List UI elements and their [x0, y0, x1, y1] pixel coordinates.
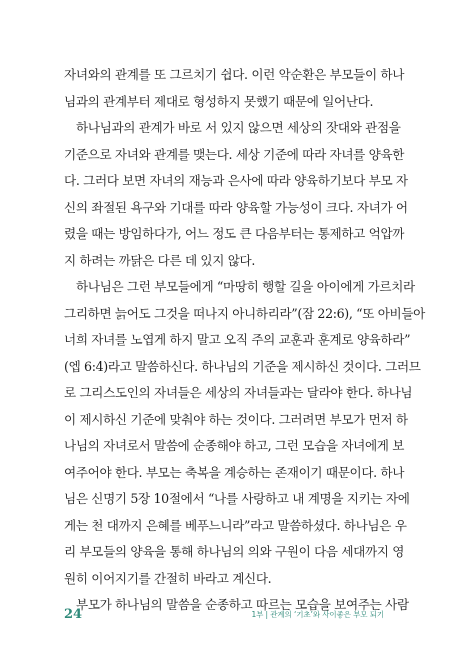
body-line: 님은 신명기 5장 10절에서 “나를 사랑하고 내 계명을 지키는 자에 — [64, 491, 410, 506]
body-line: 기준으로 자녀와 관계를 맺는다. 세상 기준에 따라 자녀를 양육한 — [64, 146, 405, 162]
body-line: 이 제시하신 기준에 맞춰야 하는 것이다. 그러려면 부모가 먼저 하 — [64, 411, 408, 427]
body-line: (엡 6:4)라고 말씀하신다. 하나님의 기준을 제시하신 것이다. 그러므 — [64, 358, 421, 374]
running-head: 1부 | 관계의 ‘기초’와 사이좋은 부모 되기 — [251, 609, 384, 619]
body-line: 리 부모들의 양육을 통해 하나님의 의와 구원이 다음 세대까지 영 — [64, 544, 405, 559]
body-line: 다. 그러다 보면 자녀의 재능과 은사에 따라 양육하기보다 부모 자 — [64, 173, 408, 188]
body-line: 너희 자녀를 노엽게 하지 말고 오직 주의 교훈과 훈계로 양육하라” — [64, 332, 411, 347]
body-line: 그리하면 늙어도 그것을 떠나지 아니하리라”(잠 22:6), “또 아비들아 — [64, 305, 425, 321]
body-line: 여주어야 한다. 부모는 축복을 계승하는 존재이기 때문이다. 하나 — [64, 464, 405, 480]
page-footer — [64, 604, 384, 624]
body-line: 렸을 때는 방임하다가, 어느 정도 큰 다음부터는 통제하고 억압까 — [64, 226, 405, 241]
page-number: 24 — [64, 606, 83, 622]
body-line: 원히 이어지기를 간절히 바라고 계신다. — [64, 570, 272, 586]
body-line: 신의 좌절된 욕구와 기대를 따라 양육할 가능성이 크다. 자녀가 어 — [64, 199, 408, 215]
body-line: 나님의 자녀로서 말씀에 순종해야 하고, 그런 모습을 자녀에게 보 — [64, 438, 405, 453]
body-line: 게는 천 대까지 은혜를 베푸느니라”라고 말씀하셨다. 하나님은 우 — [64, 517, 407, 533]
body-line: 로 그리스도인의 자녀들은 세상의 자녀들과는 달라야 한다. 하나님 — [64, 385, 413, 400]
body-line: 자녀와의 관계를 또 그르치기 쉽다. 이런 악순환은 부모들이 하나 — [64, 67, 405, 82]
body-line: 부모가 하나님의 말씀을 순종하고 따르는 모습을 보여주는 사람 — [76, 597, 409, 612]
body-text — [64, 62, 425, 619]
body-line: 지 하려는 까닭은 다른 데 있지 않다. — [64, 252, 255, 268]
body-line: 하나님은 그런 부모들에게 “마땅히 행할 길을 아이에게 가르치라 — [76, 279, 415, 294]
body-line: 님과의 관계부터 제대로 형성하지 못했기 때문에 일어난다. — [64, 93, 374, 109]
body-line: 하나님과의 관계가 바로 서 있지 않으면 세상의 잣대와 관점을 — [76, 120, 401, 135]
